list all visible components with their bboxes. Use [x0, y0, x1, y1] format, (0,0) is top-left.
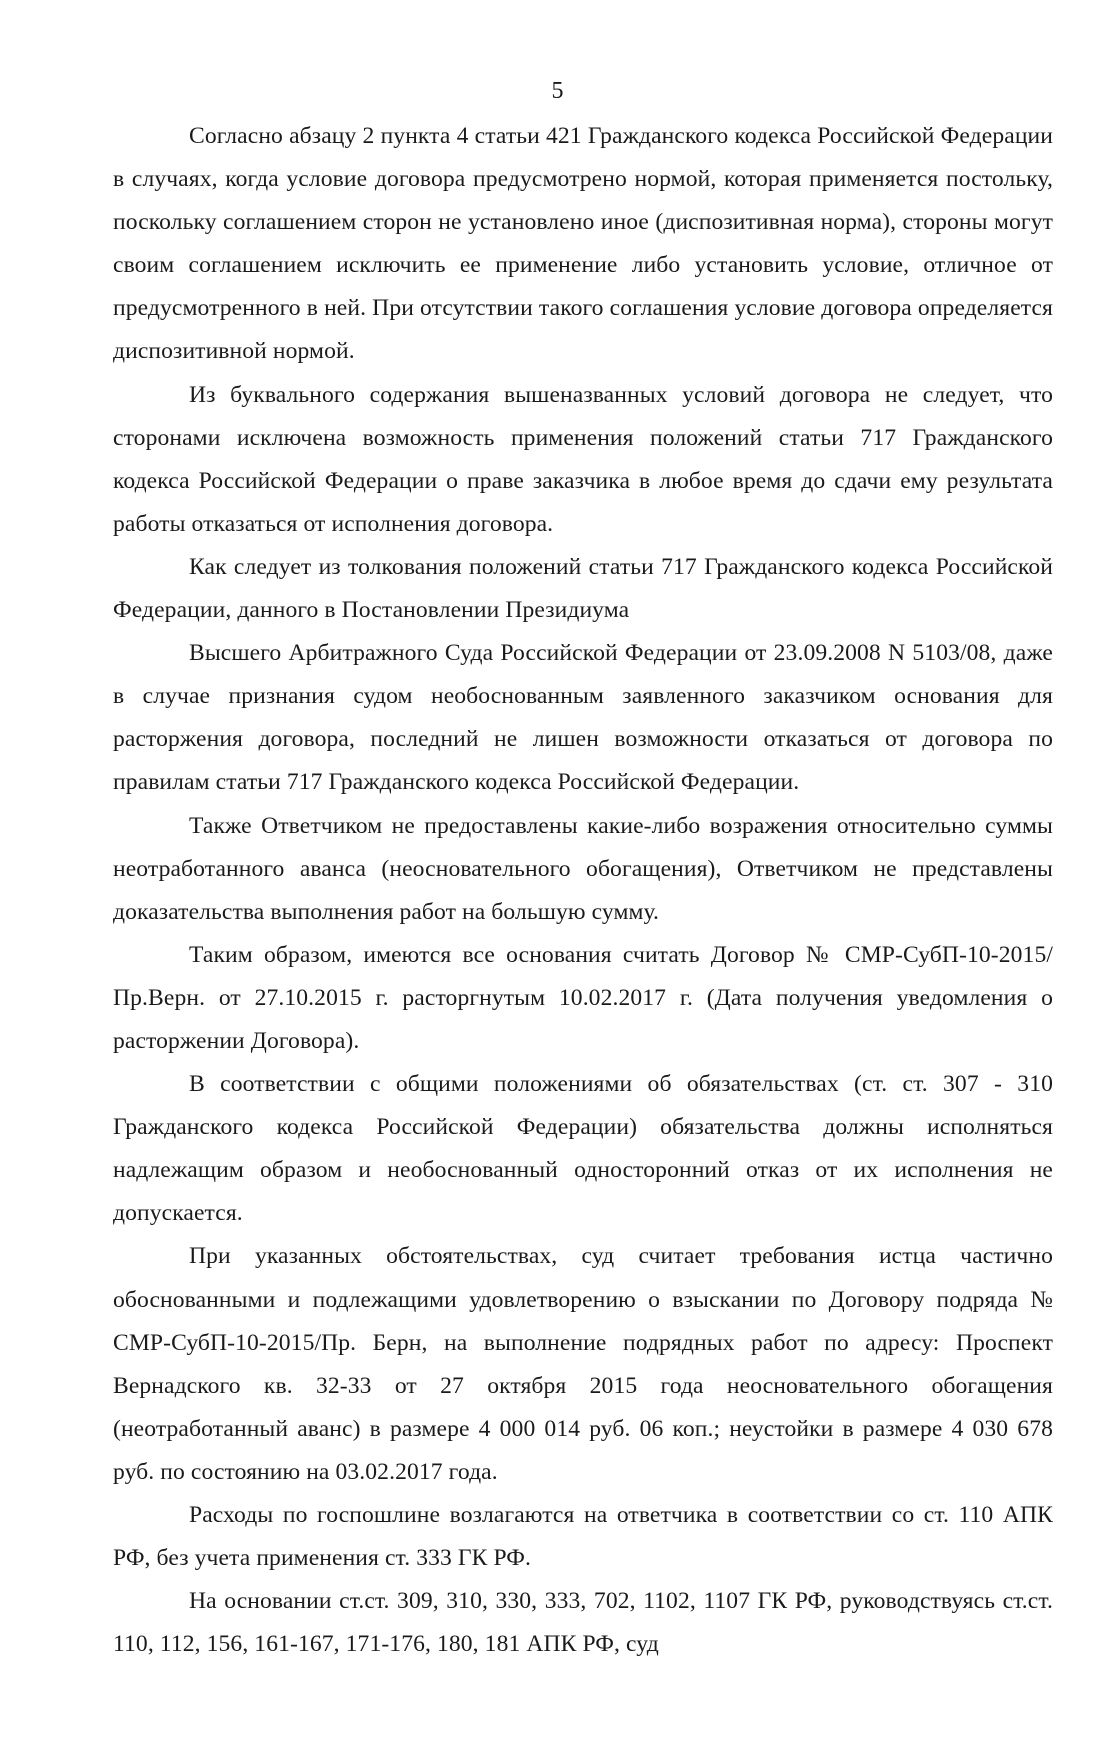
- paragraph: При указанных обстоятельствах, суд считает требования истца частично обоснованными и подлежащими удовлетворению о взыскании по Договору подряда № СМР-СубП-10-2015/Пр. Берн, на выполнение подрядных работ по адресу: Проспект Вернадского кв. 32-33 от 27 октября 2015 года неосновательного обогащения (неотработанный аванс) в размере 4 000 014 руб. 06 коп.; неустойки в размере 4 030 678 руб. по состоянию на 03.02.2017 года.: [113, 1243, 1053, 1485]
- document-body: [113, 115, 1053, 1666]
- paragraph: Из буквального содержания вышеназванных условий договора не следует, что сторонами исключена возможность применения положений статьи 717 Гражданского кодекса Российской Федерации о праве заказчика в любое время до сдачи ему результата работы отказаться от исполнения договора.: [113, 381, 1053, 537]
- paragraph: Как следует из толкования положений статьи 717 Гражданского кодекса Российской Федерации, данного в Постановлении Президиума: [113, 553, 1053, 624]
- paragraph: В соответствии с общими положениями об обязательствах (ст. ст. 307 - 310 Гражданского кодекса Российской Федерации) обязательства должны исполняться надлежащим образом и необоснованный односторонний отказ от их исполнения не допускается.: [113, 1071, 1053, 1227]
- paragraph: Таким образом, имеются все основания считать Договор № СМР-СубП-10-2015/Пр.Верн. от 27.10.2015 г. расторгнутым 10.02.2017 г. (Дата получения уведомления о расторжении Договора).: [113, 941, 1053, 1054]
- paragraph: Высшего Арбитражного Суда Российской Федерации от 23.09.2008 N 5103/08, даже в случае признания судом необоснованным заявленного заказчиком основания для расторжения договора, последний не лишен возможности отказаться от договора по правилам статьи 717 Гражданского кодекса Российской Федерации.: [113, 640, 1053, 796]
- paragraph: Согласно абзацу 2 пункта 4 статьи 421 Гражданского кодекса Российской Федерации в случаях, когда условие договора предусмотрено нормой, которая применяется постольку, поскольку соглашением сторон не установлено иное (диспозитивная норма), стороны могут своим соглашением исключить ее применение либо установить условие, отличное от предусмотренного в ней. При отсутствии такого соглашения условие договора определяется диспозитивной нормой.: [113, 123, 1053, 365]
- page-number: 5: [551, 78, 564, 104]
- paragraph: Расходы по госпошлине возлагаются на ответчика в соответствии со ст. 110 АПК РФ, без учета применения ст. 333 ГК РФ.: [113, 1502, 1053, 1572]
- paragraph: На основании ст.ст. 309, 310, 330, 333, 702, 1102, 1107 ГК РФ, руководствуясь ст.ст. 110, 112, 156, 161-167, 171-176, 180, 181 АПК РФ, суд: [113, 1588, 1053, 1658]
- paragraph: Также Ответчиком не предоставлены какие-либо возражения относительно суммы неотработанного аванса (неосновательного обогащения), Ответчиком не представлены доказательства выполнения работ на большую сумму.: [113, 812, 1053, 925]
